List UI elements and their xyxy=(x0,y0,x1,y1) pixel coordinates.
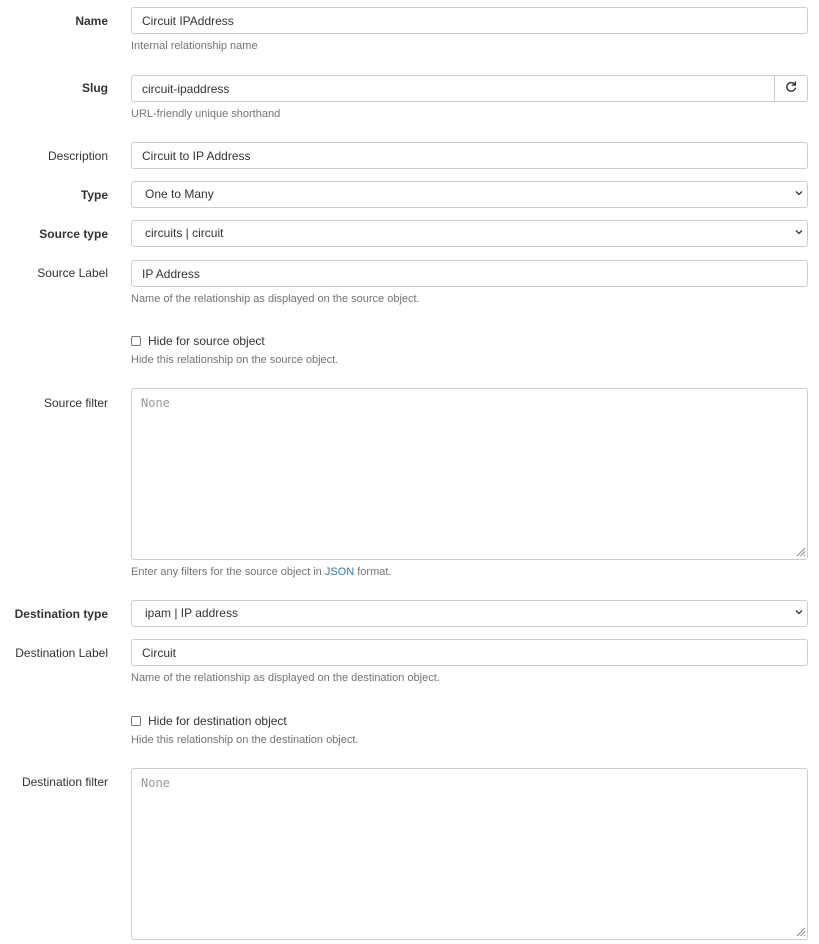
destination-label-label: Destination Label xyxy=(15,646,108,660)
refresh-icon xyxy=(785,81,797,96)
chevron-down-icon xyxy=(795,182,803,207)
source-hidden-checkbox[interactable] xyxy=(131,334,265,348)
slug-label: Slug xyxy=(82,81,108,95)
name-label: Name xyxy=(75,14,108,28)
description-input[interactable] xyxy=(131,142,808,169)
destination-hidden-label: Hide for destination object xyxy=(148,714,287,728)
resize-grip-icon[interactable] xyxy=(794,545,806,557)
source-label-help: Name of the relationship as displayed on the source object. xyxy=(131,293,420,305)
source-filter-help-prefix: Enter any filters for the source object in xyxy=(131,566,322,578)
slug-regenerate-button[interactable] xyxy=(774,75,808,102)
destination-label-input[interactable] xyxy=(131,639,808,666)
name-input[interactable] xyxy=(131,7,808,34)
source-hidden-label: Hide for source object xyxy=(148,334,265,348)
destination-hidden-checkbox[interactable] xyxy=(131,714,287,728)
source-type-select[interactable] xyxy=(131,220,808,247)
type-select-value: One to Many xyxy=(145,187,214,201)
type-label: Type xyxy=(80,188,108,202)
checkbox-box[interactable] xyxy=(131,716,141,726)
destination-hidden-help: Hide this relationship on the destination object. xyxy=(131,734,359,746)
source-type-label: Source type xyxy=(39,227,108,241)
destination-type-label: Destination type xyxy=(14,607,108,621)
type-select[interactable] xyxy=(131,181,808,208)
destination-filter-label: Destination filter xyxy=(21,775,108,789)
slug-input[interactable] xyxy=(131,75,775,102)
destination-label-help: Name of the relationship as displayed on the destination object. xyxy=(131,672,440,684)
destination-type-select-value: ipam | IP address xyxy=(145,606,238,620)
name-help: Internal relationship name xyxy=(131,40,258,52)
destination-type-select[interactable] xyxy=(131,600,808,627)
chevron-down-icon xyxy=(795,221,803,246)
source-filter-help-suffix: format. xyxy=(357,566,392,578)
description-label: Description xyxy=(47,149,108,163)
source-label-input[interactable] xyxy=(131,260,808,287)
slug-help: URL-friendly unique shorthand xyxy=(131,108,281,120)
source-filter-help xyxy=(131,566,391,578)
source-hidden-help: Hide this relationship on the source object. xyxy=(131,354,339,366)
source-type-select-value: circuits | circuit xyxy=(145,226,224,240)
source-label-label: Source Label xyxy=(37,266,108,280)
source-filter-textarea[interactable] xyxy=(131,388,808,560)
json-link[interactable]: JSON xyxy=(324,566,355,578)
resize-grip-icon[interactable] xyxy=(794,925,806,937)
source-filter-label: Source filter xyxy=(43,396,108,410)
chevron-down-icon xyxy=(795,601,803,626)
destination-filter-textarea[interactable] xyxy=(131,768,808,940)
checkbox-box[interactable] xyxy=(131,336,141,346)
